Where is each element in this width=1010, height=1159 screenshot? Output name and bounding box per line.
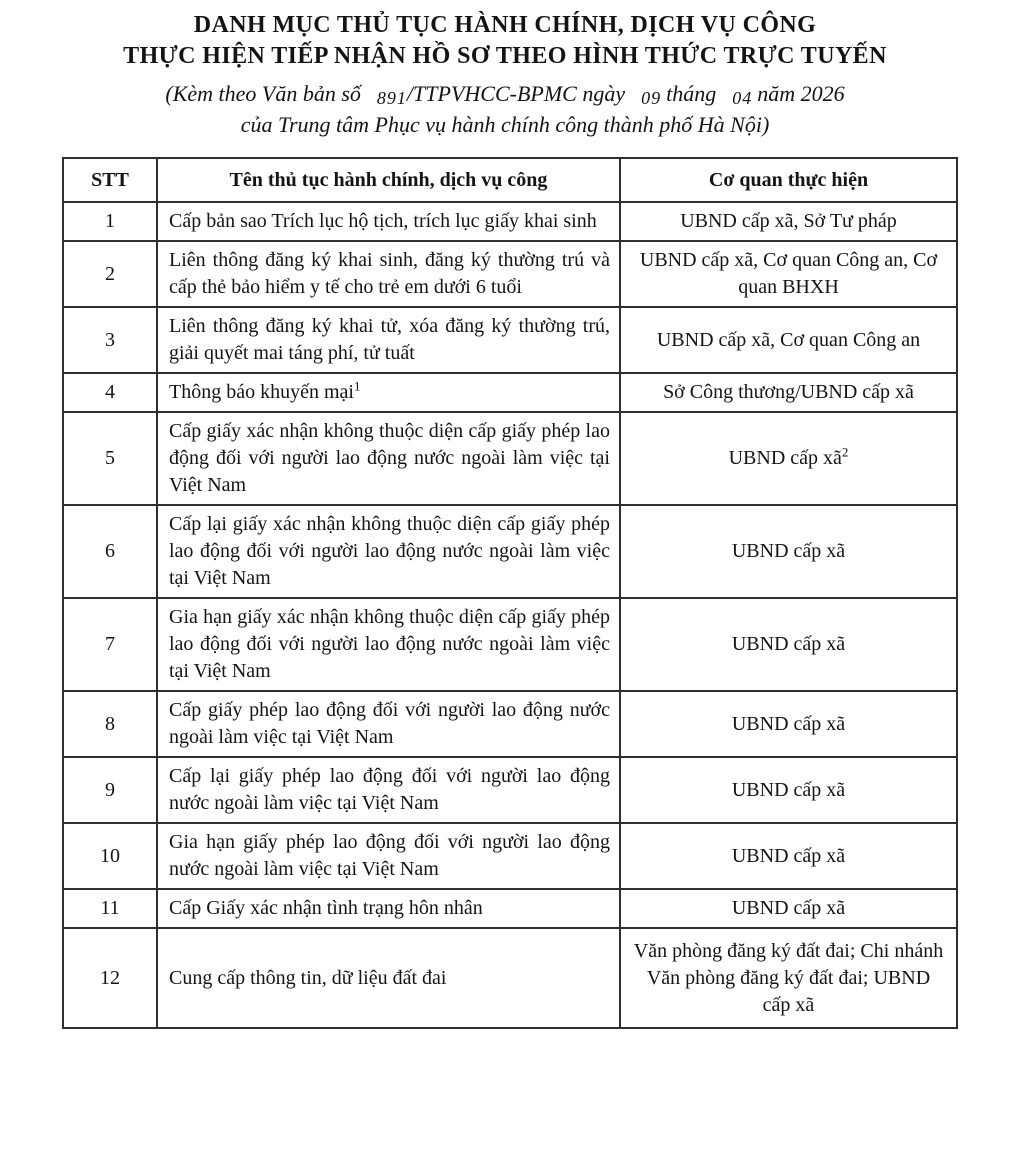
agency-cell: UBND cấp xã <box>620 598 957 691</box>
row-number-cell: 12 <box>63 928 157 1028</box>
document-title-line2: THỰC HIỆN TIẾP NHẬN HỒ SƠ THEO HÌNH THỨC TRỰC TUYẾN <box>123 43 887 69</box>
table-body <box>63 202 957 1028</box>
attachment-note-part4: năm 2026 <box>757 81 845 106</box>
attachment-note-part1: (Kèm theo Văn bản số <box>165 81 361 106</box>
attachment-note-part2: /TTPVHCC-BPMC ngày <box>406 81 626 106</box>
attachment-note <box>40 79 970 140</box>
agency-cell: UBND cấp $xã^2$ <box>620 412 957 505</box>
table-row <box>63 823 957 889</box>
agency-cell: UBND cấp xã <box>620 823 957 889</box>
procedure-name-cell: Gia hạn giấy xác nhận không thuộc diện cấp giấy phép lao động đối với người lao động nước ngoài làm việc tại Việt Nam <box>157 598 620 691</box>
agency-cell: UBND cấp xã <box>620 757 957 823</box>
table-row <box>63 307 957 373</box>
procedure-name-cell: Liên thông đăng ký khai tử, xóa đăng ký thường trú, giải quyết mai táng phí, tử tuất <box>157 307 620 373</box>
document-number: 891 <box>376 88 407 108</box>
table-row <box>63 691 957 757</box>
document-title-line1: DANH MỤC THỦ TỤC HÀNH CHÍNH, DỊCH VỤ CÔNG <box>193 12 817 38</box>
attachment-note-part3: tháng <box>666 81 717 106</box>
procedure-table <box>62 157 958 1029</box>
table-header-row <box>63 158 957 202</box>
agency-cell: UBND cấp xã, Sở Tư pháp <box>620 202 957 241</box>
procedure-name-cell: Cung cấp thông tin, dữ liệu đất đai <box>157 928 620 1028</box>
table-row <box>63 412 957 505</box>
footnote-ref: 2 <box>841 444 849 460</box>
row-number-cell: 9 <box>63 757 157 823</box>
row-number-cell: 4 <box>63 373 157 412</box>
table-row <box>63 373 957 412</box>
document-day: 09 <box>641 88 662 108</box>
column-header-procedure-name: Tên thủ tục hành chính, dịch vụ công <box>157 158 620 202</box>
procedure-name-cell: Thông báo khuyến mại$^1$ <box>157 373 620 412</box>
footnote-ref: 1 <box>353 378 361 394</box>
row-number-cell: 6 <box>63 505 157 598</box>
row-number-cell: 11 <box>63 889 157 928</box>
row-number-cell: 5 <box>63 412 157 505</box>
table-row <box>63 241 957 307</box>
table-row <box>63 757 957 823</box>
procedure-name-cell: Cấp lại giấy xác nhận không thuộc diện cấp giấy phép lao động đối với người lao động nước ngoài làm việc tại Việt Nam <box>157 505 620 598</box>
agency-cell: UBND cấp xã, Cơ quan Công an, Cơ quan BHXH <box>620 241 957 307</box>
procedure-name-cell: Cấp lại giấy phép lao động đối với người lao động nước ngoài làm việc tại Việt Nam <box>157 757 620 823</box>
attachment-note-line1 <box>40 79 970 110</box>
table-row <box>63 202 957 241</box>
document-month: 04 <box>732 88 753 108</box>
agency-cell: Văn phòng đăng ký đất đai; Chi nhánh Văn phòng đăng ký đất đai; UBND cấp xã <box>620 928 957 1028</box>
row-number-cell: 2 <box>63 241 157 307</box>
agency-cell: UBND cấp xã <box>620 889 957 928</box>
document-title <box>30 10 980 72</box>
table-row <box>63 928 957 1028</box>
agency-cell: UBND cấp xã <box>620 691 957 757</box>
agency-cell: UBND cấp xã <box>620 505 957 598</box>
procedure-name-cell: Gia hạn giấy phép lao động đối với người lao động nước ngoài làm việc tại Việt Nam <box>157 823 620 889</box>
procedure-name-cell: Liên thông đăng ký khai sinh, đăng ký thường trú và cấp thẻ bảo hiểm y tế cho trẻ em dưới 6 tuổi <box>157 241 620 307</box>
agency-cell: UBND cấp xã, Cơ quan Công an <box>620 307 957 373</box>
table-row <box>63 889 957 928</box>
procedure-name-cell: Cấp bản sao Trích lục hộ tịch, trích lục giấy khai sinh <box>157 202 620 241</box>
attachment-note-line2: của Trung tâm Phục vụ hành chính công thành phố Hà Nội) <box>240 112 770 137</box>
agency-cell: Sở Công thương/UBND cấp xã <box>620 373 957 412</box>
row-number-cell: 7 <box>63 598 157 691</box>
column-header-stt: STT <box>63 158 157 202</box>
row-number-cell: 8 <box>63 691 157 757</box>
table-row <box>63 598 957 691</box>
row-number-cell: 1 <box>63 202 157 241</box>
row-number-cell: 3 <box>63 307 157 373</box>
column-header-agency: Cơ quan thực hiện <box>620 158 957 202</box>
row-number-cell: 10 <box>63 823 157 889</box>
procedure-name-cell: Cấp Giấy xác nhận tình trạng hôn nhân <box>157 889 620 928</box>
procedure-name-cell: Cấp giấy xác nhận không thuộc diện cấp giấy phép lao động đối với người lao động nước ngoài làm việc tại Việt Nam <box>157 412 620 505</box>
procedure-name-cell: Cấp giấy phép lao động đối với người lao động nước ngoài làm việc tại Việt Nam <box>157 691 620 757</box>
table-row <box>63 505 957 598</box>
